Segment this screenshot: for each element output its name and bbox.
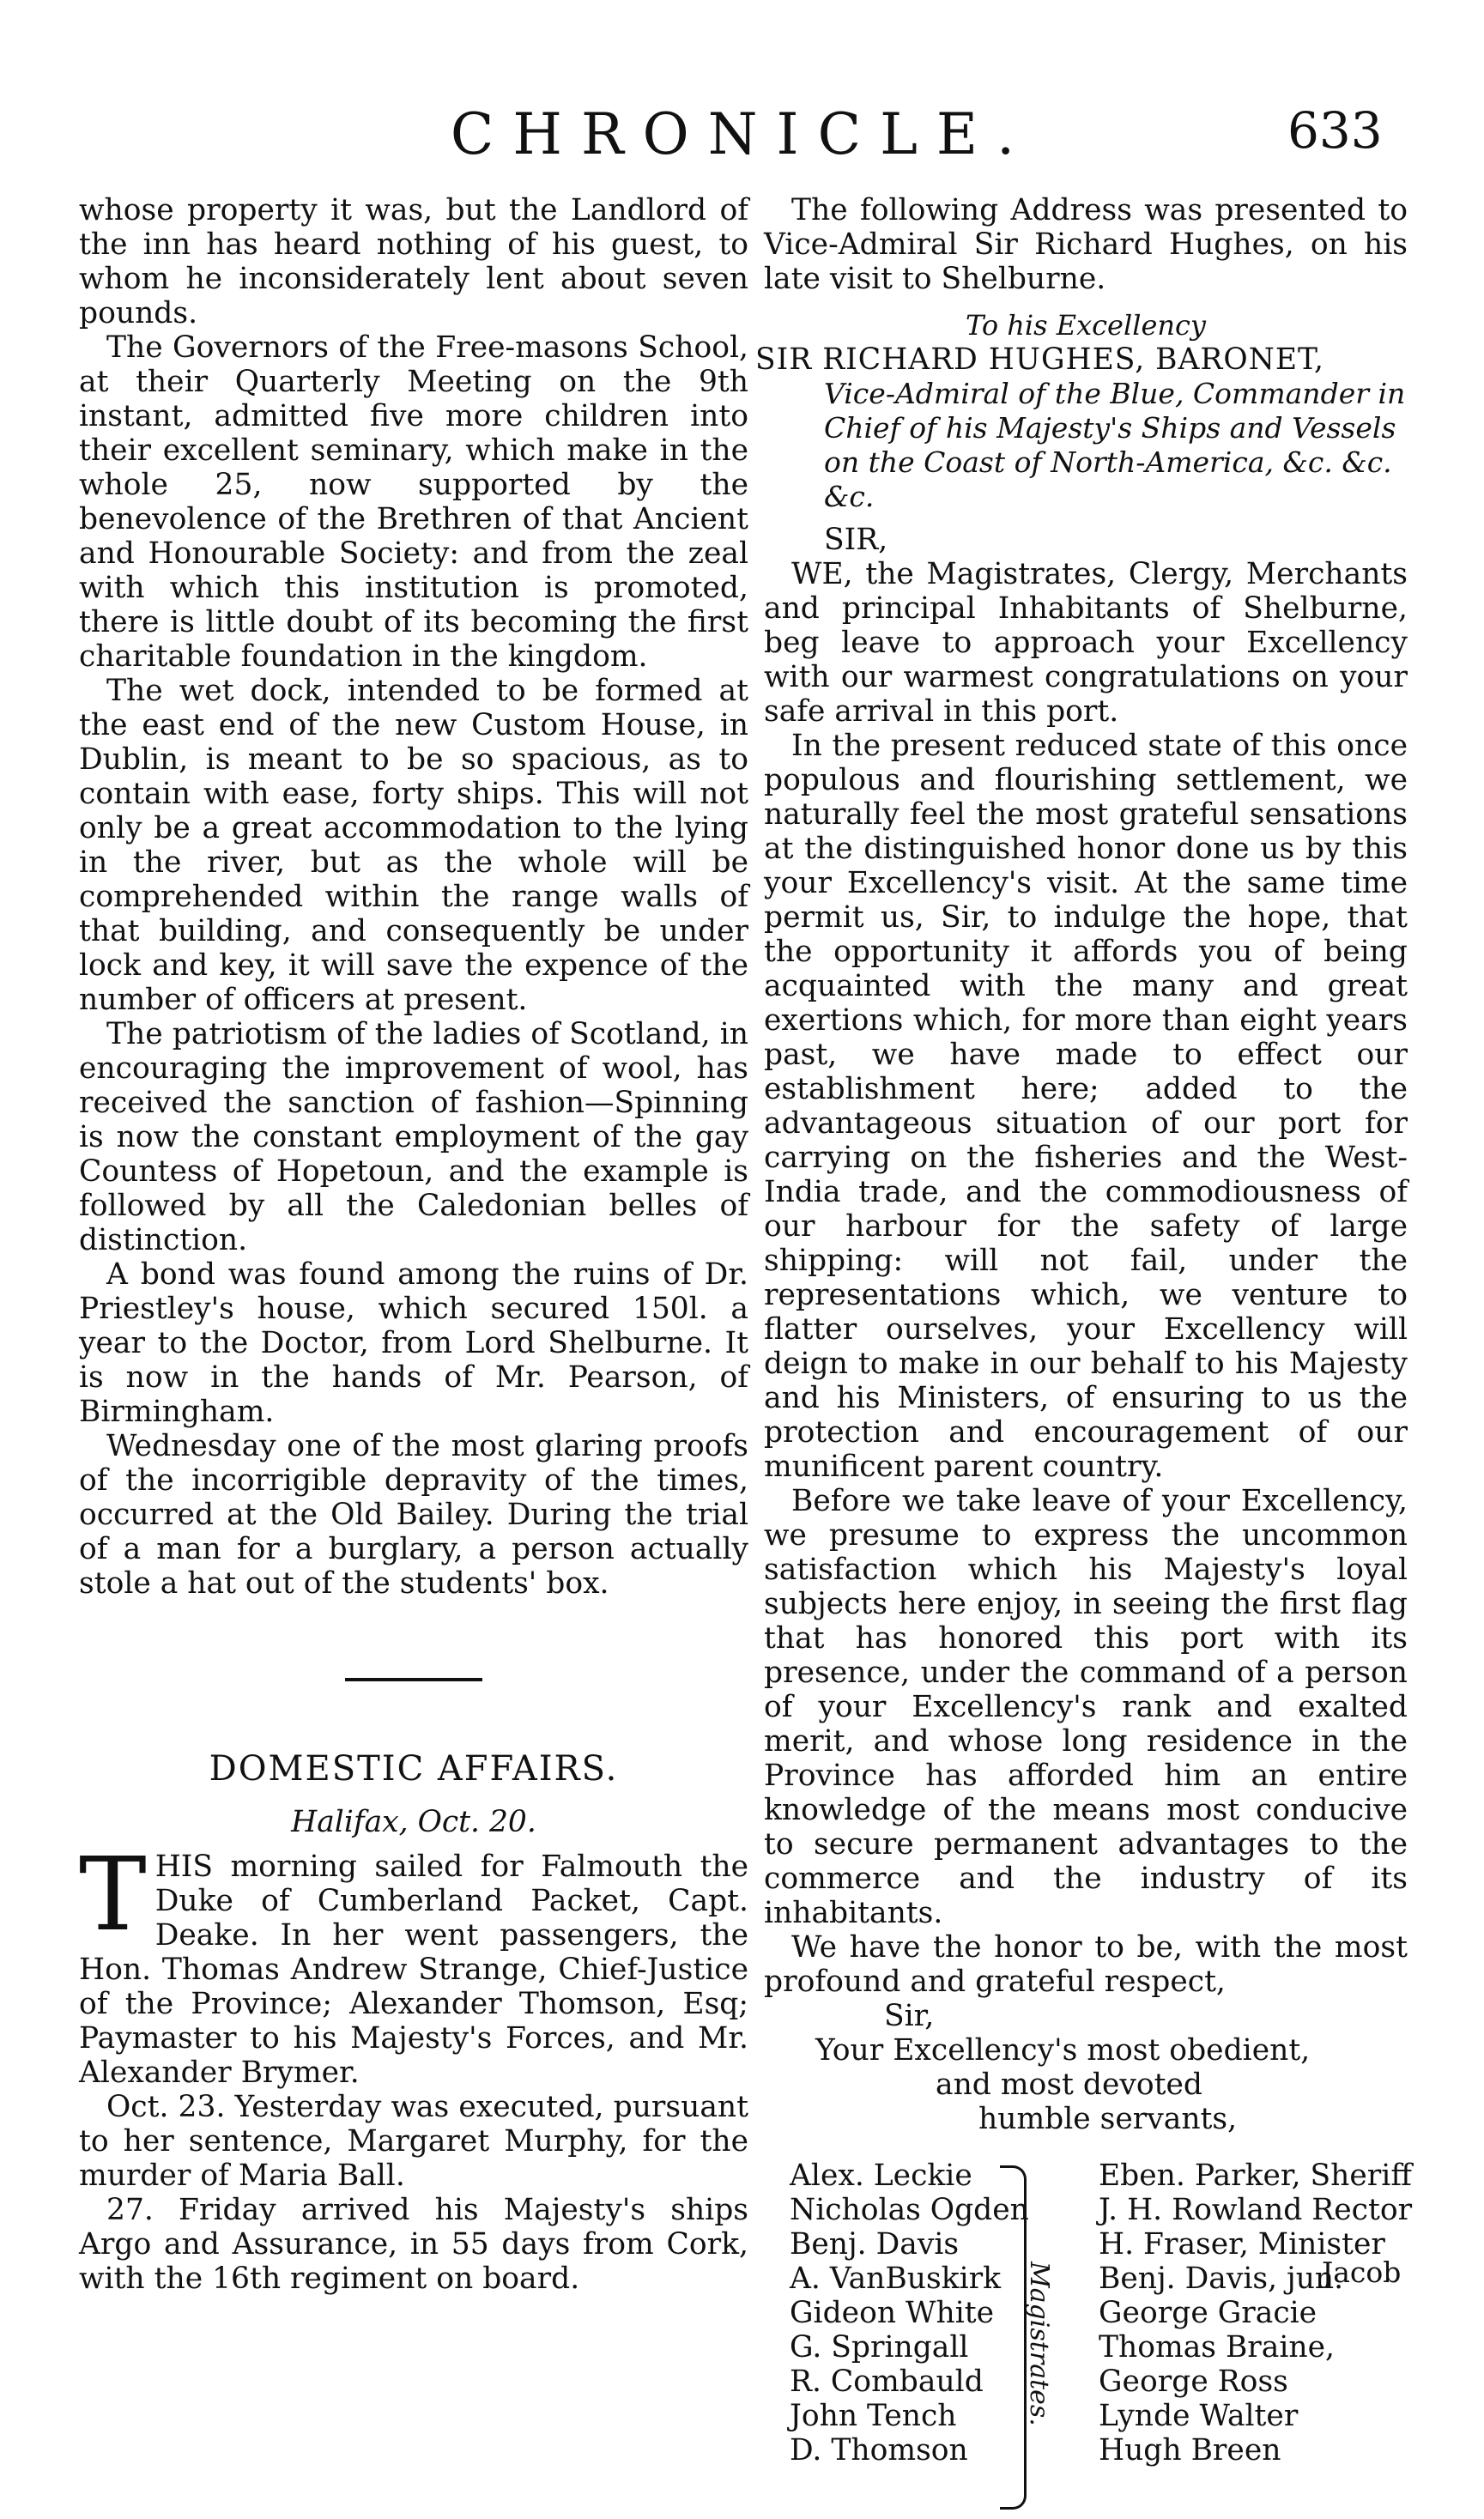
article-freemasons-school: The Governors of the Free-masons School, at their Quarterly Meeting on the 9th instant, admitted five more children into their excellent seminary, which make in the whole 25, now supported by the benevolence of the Brethren of that Ancient and Honourable Society: and from the zeal with which this institution is promoted, there is little doubt of its becoming the first charitable foundation in the kingdom. [79,330,748,674]
signatures-left [790,2159,1029,2468]
closing-line-1: Your Excellency's most obedient, [815,2033,1311,2068]
signature: R. Combauld [790,2365,984,2399]
signature: G. Springall [790,2330,969,2365]
domestic-first-paragraph [79,1835,748,2090]
right-column [755,193,1413,2519]
signature: D. Thomson [790,2433,968,2468]
signature: A. VanBuskirk [790,2262,1001,2296]
signature: J. H. Rowland Rector [1099,2193,1413,2227]
dateline: Halifax, Oct. 20. [291,1805,536,1839]
domestic-first-text: HIS morning sailed for Falmouth the Duke of Cumberland Packet, Capt. Deake. In her went passengers, the Hon. Thomas Andrew Strange, Chief-Justice of the Province; Alexander Thomson, Esq; Paymaster to his Majesty's Forces, and Mr. Alexander Brymer. [79,1850,748,2090]
closing-line-2: and most devoted [936,2068,1202,2102]
page-header-title: CHRONICLE. [450,101,1034,167]
article-old-bailey: Wednesday one of the most glaring proofs of the incorrigible depravity of the times, occurred at the Old Bailey. During the trial of a man for a burglary, a person actually stole a hat out of the students' box. [79,1429,748,1601]
signature: Benj. Davis [790,2227,960,2262]
article-wet-dock: The wet dock, intended to be formed at the east end of the new Custom House, in Dublin, is meant to be so spacious, as to contain with ease, forty ships. This will not only be a great accommodation to the lying in the river, but as the whole will be comprehended within the range walls of that building, and consequently be under lock and key, it will save the expence of the number of officers at present. [79,674,748,1017]
domestic-oct23: Oct. 23. Yesterday was executed, pursuant to her sentence, Margaret Murphy, for the murder of Maria Ball. [79,2090,748,2193]
closing-sir: Sir, [884,1999,935,2033]
signature: H. Fraser, Minister [1099,2227,1385,2262]
article-continuation: whose property it was, but the Landlord of the inn has heard nothing of his guest, to whom he inconsiderately lent about seven pounds. [79,193,748,330]
domestic-oct27: 27. Friday arrived his Majesty's ships Argo and Assurance, in 55 days from Cork, with the 16th regiment on board. [79,2193,748,2296]
signature: Benj. Davis, jun. [1099,2262,1344,2296]
address-paragraph-2: In the present reduced state of this once populous and flourishing settlement, we naturally feel the most grateful sensations at the distinguished honor done us by this your Excellency's visit. At the same time permit us, Sir, to indulge the hope, that the opportunity it affords you of being acquainted with the many and great exertions which, for more than eight years past, we have made to effect our establishment here; added to the advantageous situation of our port for carrying on the fisheries and the West-India trade, and the commodiousness of our harbour for the safety of large shipping: will not fail, under the representations which, we venture to flatter ourselves, your Excellency will deign to make in our behalf to his Majesty and his Ministers, of ensuring to us the protection and encouragement of our munificent parent country. [764,729,1408,1484]
magistrates-label: Magistrates. [1024,2262,1054,2426]
address-paragraph-4: We have the honor to be, with the most profound and grateful respect, [764,1930,1408,1999]
signature: George Ross [1099,2365,1288,2399]
drop-cap: T [79,1835,147,1953]
signature: Alex. Leckie [790,2159,972,2193]
closing-line-3: humble servants, [978,2102,1238,2136]
address-intro: The following Address was presented to Vice-Admiral Sir Richard Hughes, on his late visit to Shelburne. [764,193,1408,296]
signatures-right [1099,2159,1425,2468]
signature: Nicholas Ogden [790,2193,1029,2227]
signature: Thomas Braine, [1099,2330,1336,2365]
signature: Lynde Walter [1099,2399,1299,2433]
signature: Hugh Breen [1099,2433,1281,2468]
signature: John Tench [790,2399,957,2433]
signature: Gideon White [790,2296,995,2330]
signature: Eben. Parker, Sheriff [1099,2159,1412,2193]
address-name-line: SIR RICHARD HUGHES, BARONET, [755,342,1324,377]
address-paragraph-3: Before we take leave of your Excellency, we presume to express the uncommon satisfaction which his Majesty's loyal subjects here enjoy, in seeing the first flag that has honored this port with its presence, under the command of a person of your Excellency's rank and exalted merit, and whose long residence in the Province has afforded him an entire knowledge of the means most conducive to secure permanent advantages to the commerce and the industry of its inhabitants. [764,1484,1408,1930]
section-divider [345,1678,482,1681]
signature: George Gracie [1099,2296,1317,2330]
address-rank-line: Vice-Admiral of the Blue, Commander in Chief of his Majesty's Ships and Vessels on the Coast of North-America, &c. &c. &c. [824,377,1406,513]
signature-block [764,2159,1413,2519]
address-paragraph-1: WE, the Magistrates, Clergy, Merchants and principal Inhabitants of Shelburne, beg leave to approach your Excellency with our warmest congratulations on your safe arrival in this port. [764,557,1408,729]
catchword: Jacob [1322,2256,1402,2289]
section-heading: DOMESTIC AFFAIRS. [209,1749,619,1789]
page-number: 633 [1287,101,1383,160]
salutation: SIR, [824,523,888,557]
left-column [79,193,748,2296]
address-to-line: To his Excellency [965,309,1206,342]
article-ladies-scotland: The patriotism of the ladies of Scotland, in encouraging the improvement of wool, has received the sanction of fashion—Spinning is now the constant employment of the gay Countess of Hopetoun, and the example is followed by all the Caledonian belles of distinction. [79,1017,748,1257]
article-priestley-bond: A bond was found among the ruins of Dr. Priestley's house, which secured 150l. a year to the Doctor, from Lord Shelburne. It is now in the hands of Mr. Pearson, of Birmingham. [79,1257,748,1429]
